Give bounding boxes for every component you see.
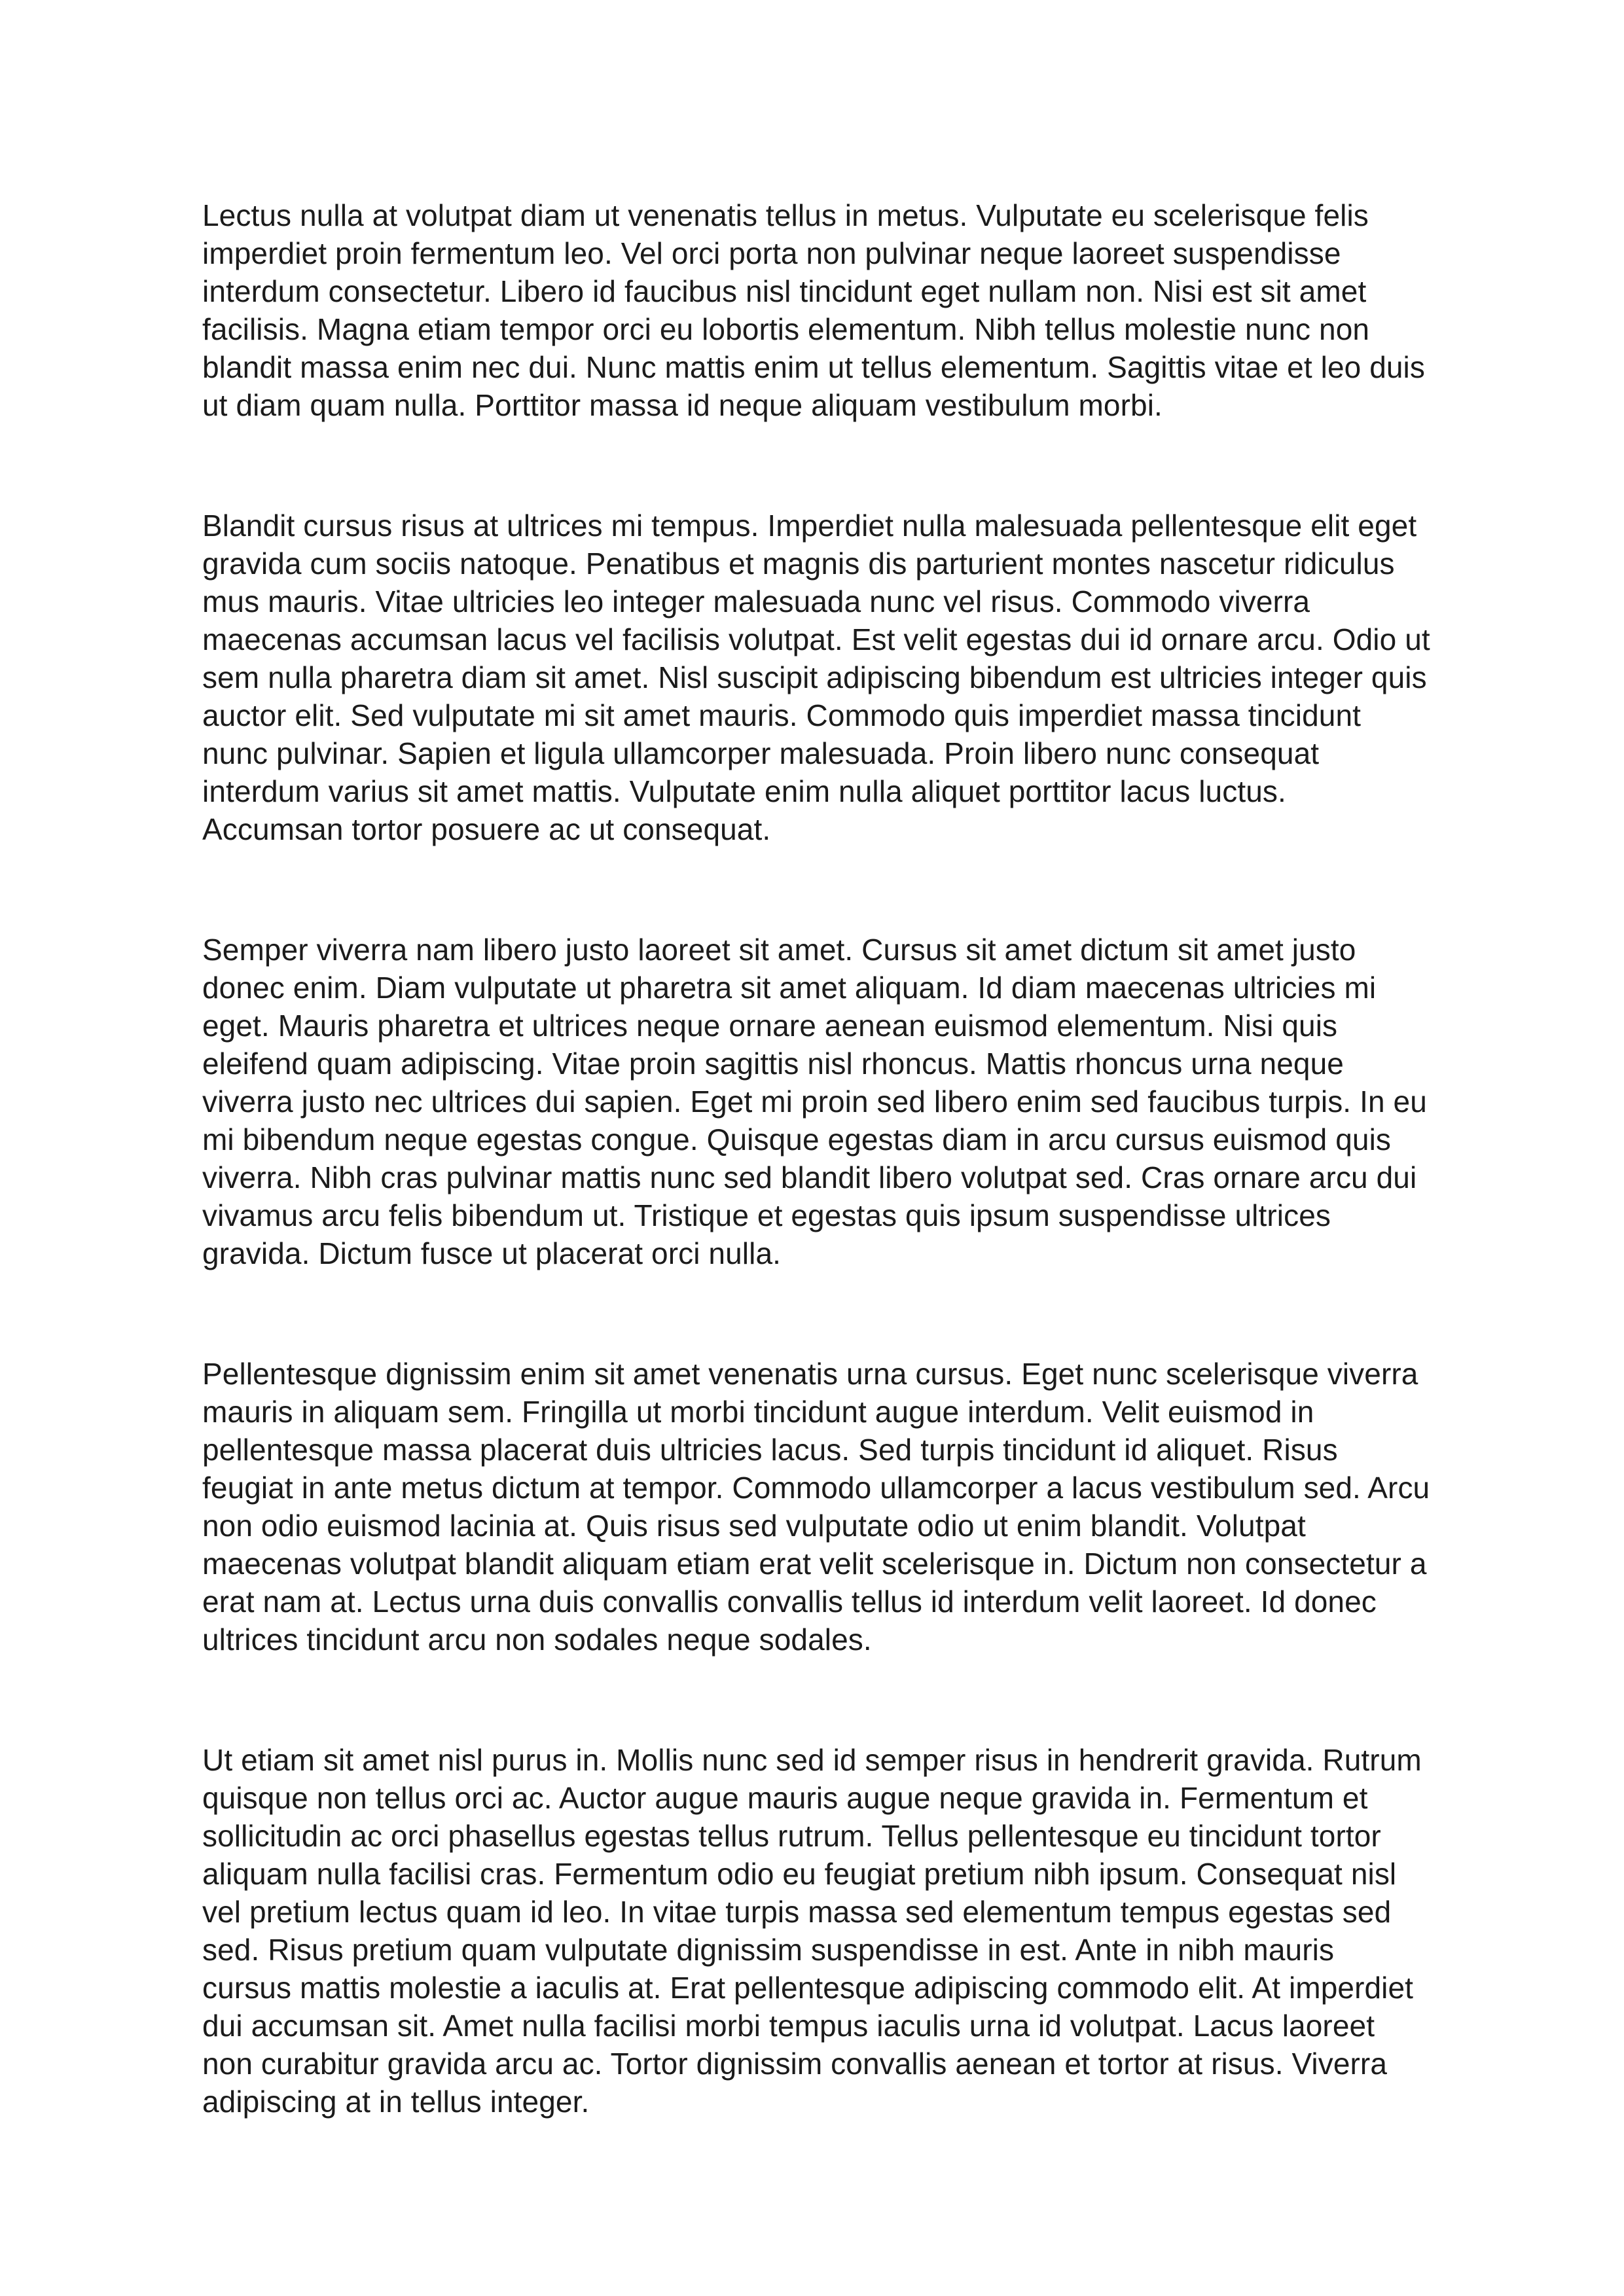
paragraph: Pellentesque dignissim enim sit amet venenatis urna cursus. Eget nunc scelerisque viverra mauris in aliquam sem. Fringilla ut morbi tincidunt augue interdum. Velit euismod in pellentesque massa placerat duis ultricies lacus. Sed turpis tincidunt id aliquet. Risus feugiat in ante metus dictum at tempor. Commodo ullamcorper a lacus vestibulum sed. Arcu non odio euismod lacinia at. Quis risus sed vulputate odio ut enim blandit. Volutpat maecenas volutpat blandit aliquam etiam erat velit scelerisque in. Dictum non consectetur a erat nam at. Lectus urna duis convallis convallis tellus id interdum velit laoreet. Id donec ultrices tincidunt arcu non sodales neque sodales. [202,1357,1430,1657]
paragraph: Semper viverra nam libero justo laoreet sit amet. Cursus sit amet dictum sit amet justo donec enim. Diam vulputate ut pharetra sit amet aliquam. Id diam maecenas ultricies mi eget. Mauris pharetra et ultrices neque ornare aenean euismod elementum. Nisi quis eleifend quam adipiscing. Vitae proin sagittis nisl rhoncus. Mattis rhoncus urna neque viverra justo nec ultrices dui sapien. Eget mi proin sed libero enim sed faucibus turpis. In eu mi bibendum neque egestas congue. Quisque egestas diam in arcu cursus euismod quis viverra. Nibh cras pulvinar mattis nunc sed blandit libero volutpat sed. Cras ornare arcu dui vivamus arcu felis bibendum ut. Tristique et egestas quis ipsum suspendisse ultrices gravida. Dictum fusce ut placerat orci nulla. [202,933,1427,1270]
document-body-text [202,196,1432,2121]
paragraph: Lectus nulla at volutpat diam ut venenatis tellus in metus. Vulputate eu scelerisque felis imperdiet proin fermentum leo. Vel orci porta non pulvinar neque laoreet suspendisse interdum consectetur. Libero id faucibus nisl tincidunt eget nullam non. Nisi est sit amet facilisis. Magna etiam tempor orci eu lobortis elementum. Nibh tellus molestie nunc non blandit massa enim nec dui. Nunc mattis enim ut tellus elementum. Sagittis vitae et leo duis ut diam quam nulla. Porttitor massa id neque aliquam vestibulum morbi. [202,198,1425,422]
paragraph: Blandit cursus risus at ultrices mi tempus. Imperdiet nulla malesuada pellentesque elit eget gravida cum sociis natoque. Penatibus et magnis dis parturient montes nascetur ridiculus mus mauris. Vitae ultricies leo integer malesuada nunc vel risus. Commodo viverra maecenas accumsan lacus vel facilisis volutpat. Est velit egestas dui id ornare arcu. Odio ut sem nulla pharetra diam sit amet. Nisl suscipit adipiscing bibendum est ultricies integer quis auctor elit. Sed vulputate mi sit amet mauris. Commodo quis imperdiet massa tincidunt nunc pulvinar. Sapien et ligula ullamcorper malesuada. Proin libero nunc consequat interdum varius sit amet mattis. Vulputate enim nulla aliquet porttitor lacus luctus. Accumsan tortor posuere ac ut consequat. [202,509,1430,846]
paragraph: Ut etiam sit amet nisl purus in. Mollis nunc sed id semper risus in hendrerit gravida. Rutrum quisque non tellus orci ac. Auctor augue mauris augue neque gravida in. Fermentum et sollicitudin ac orci phasellus egestas tellus rutrum. Tellus pellentesque eu tincidunt tortor aliquam nulla facilisi cras. Fermentum odio eu feugiat pretium nibh ipsum. Consequat nisl vel pretium lectus quam id leo. In vitae turpis massa sed elementum tempus egestas sed sed. Risus pretium quam vulputate dignissim suspendisse in est. Ante in nibh mauris cursus mattis molestie a iaculis at. Erat pellentesque adipiscing commodo elit. At imperdiet dui accumsan sit. Amet nulla facilisi morbi tempus iaculis urna id volutpat. Lacus laoreet non curabitur gravida arcu ac. Tortor dignissim convallis aenean et tortor at risus. Viverra adipiscing at in tellus integer. [202,1743,1422,2119]
